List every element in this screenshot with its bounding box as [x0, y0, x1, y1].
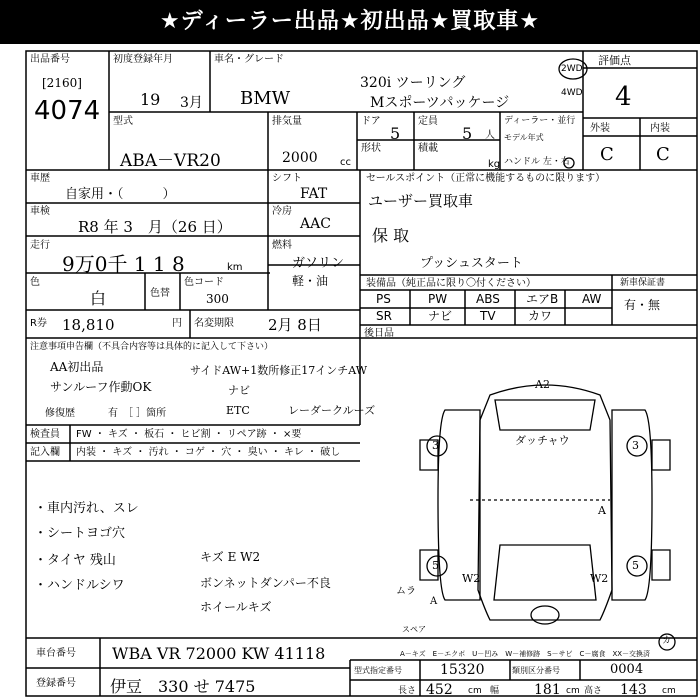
color-code-label: 色コード	[184, 277, 224, 288]
first-reg-label: 初度登録年月	[113, 54, 173, 65]
sales-point-label: セールスポイント（正常に機能するものに限ります）	[366, 173, 606, 184]
doors-value: 5	[390, 124, 401, 143]
remark-5: キズ E W2	[200, 550, 261, 564]
banner: ★ディーラー出品★初出品★買取車★	[0, 0, 700, 44]
remark-4: ・ハンドルシワ	[34, 578, 125, 593]
type-no-value: 15320	[440, 662, 485, 678]
usage-value: 自家用・（ ）	[65, 187, 176, 202]
recycle-label: R券	[30, 318, 47, 329]
inspection-label: 車検	[30, 206, 50, 217]
equip-navi: ナビ	[428, 309, 453, 323]
length-label: 長さ	[398, 686, 417, 696]
mark-front: ダッチャウ	[515, 434, 570, 447]
color-code-value: 300	[206, 292, 229, 306]
check-row-2: 内装 ・ キズ ・ 汚れ ・ コゲ ・ 穴 ・ 臭い ・ キレ ・ 破し	[76, 447, 341, 458]
color-replace-label: 色替	[150, 288, 170, 299]
shape-label: 形状	[361, 143, 381, 154]
remark-3: ・タイヤ 残山	[34, 553, 116, 568]
sales-line-1: ユーザー買取車	[368, 192, 474, 210]
equip-tv: TV	[480, 309, 496, 323]
fuel-label: 燃料	[272, 240, 292, 251]
equipment-label: 装備品（純正品に限り〇付ください）	[366, 278, 536, 289]
note-5: ETC	[226, 404, 250, 417]
handle-label: ハンドル 左・右	[504, 157, 570, 167]
note-1: AA初出品	[50, 360, 104, 374]
repair-label: 修復歴	[45, 408, 75, 419]
equip-aw: AW	[582, 292, 602, 306]
grade-line1: 320i ツーリング	[360, 75, 466, 91]
mark-5-right: 5	[632, 559, 639, 572]
reg-value: 伊豆 330 せ 7475	[110, 677, 256, 696]
new-warranty-label: 新車保証書	[620, 278, 666, 288]
mark-ka: カ	[662, 636, 672, 646]
reg-year: 19	[140, 90, 161, 109]
equip-leather: カワ	[528, 309, 553, 323]
mark-w2-right: W2	[590, 572, 609, 585]
inspector-label: 検査員	[30, 429, 60, 440]
chassis-value: WBA VR 72000 KW 41118	[112, 644, 326, 663]
score-value: 4	[615, 82, 632, 112]
equip-sr: SR	[376, 309, 392, 323]
load-label: 積載	[418, 143, 438, 154]
length-value: 452	[426, 682, 453, 698]
fuel-value-2: 軽・油	[292, 274, 329, 288]
mark-w2-left: W2	[462, 572, 481, 585]
note-6: レーダークルーズ	[288, 404, 376, 417]
note-3: サイドAW+1数所修正17インチAW	[190, 364, 368, 377]
repair-value: 有 ［ ］箇所	[108, 408, 167, 419]
mark-a-rear: A	[430, 596, 438, 607]
history-label: 車歴	[30, 173, 50, 184]
dealer-import-label: ディーラー・並行	[504, 116, 576, 126]
check-row-1: FW ・ キズ ・ 板石 ・ ヒビ割 ・ リペア跡 ・ ×要	[76, 429, 302, 440]
height-value: 143	[620, 682, 647, 698]
cc-unit: cc	[340, 157, 351, 168]
shift-value: FAT	[300, 186, 328, 202]
ext-label: 外装	[590, 123, 610, 134]
mark-5-left: 5	[432, 559, 439, 572]
mileage-value: 9万0千 1 1 8	[62, 252, 185, 276]
shift-label: シフト	[272, 173, 302, 184]
width-unit: cm	[566, 686, 580, 696]
displacement-value: 2000	[282, 150, 318, 166]
mark-mura: ムラ	[396, 586, 416, 597]
tax-limit-value: 2月 8日	[268, 316, 322, 334]
name-grade-label: 車名・グレード	[214, 54, 284, 65]
door-label: ドア	[361, 116, 381, 127]
yen-unit: 円	[172, 318, 182, 329]
model-label: 型式	[113, 116, 133, 127]
int-value: C	[656, 144, 670, 165]
reg-label: 登録番号	[36, 678, 76, 689]
lot-bracket: [2160]	[42, 76, 82, 90]
remark-1: ・車内汚れ、スレ	[34, 501, 139, 516]
capacity-value: 5	[462, 124, 473, 143]
height-label: 高さ	[584, 686, 603, 696]
chassis-label: 車台番号	[36, 648, 76, 659]
sales-line-3: プッシュスタート	[420, 256, 523, 271]
fuel-value: ガソリン	[292, 256, 345, 271]
entry-label: 記入欄	[30, 447, 60, 458]
type-no-label: 型式指定番号	[354, 666, 402, 675]
mark-3-left: 3	[432, 439, 439, 452]
model-year-label: モデル年式	[504, 133, 544, 142]
inspection-value: R8 年 3 月（26 日）	[78, 218, 232, 236]
reg-month: 3月	[180, 95, 203, 111]
equip-ps: PS	[376, 292, 391, 306]
color-value: 白	[90, 289, 107, 308]
length-unit: cm	[468, 686, 482, 696]
remark-2: ・シートヨゴ穴	[34, 526, 126, 541]
class-no-label: 類別区分番号	[512, 666, 560, 675]
2wd-label: 2WD	[561, 64, 583, 74]
grade-line2: Mスポーツパッケージ	[370, 95, 510, 111]
cooler-label: 冷房	[272, 206, 292, 217]
rear-label: 後日品	[364, 328, 394, 339]
ext-value: C	[600, 144, 614, 165]
tax-limit-label: 名変期限	[194, 318, 234, 329]
height-unit: cm	[662, 686, 676, 696]
equip-airbag: エアB	[526, 292, 559, 306]
damage-legend: A－キズ E－エクボ U－凹み W－補修跡 S－サビ C－腐食 XX－交換済	[400, 650, 651, 658]
capacity-label: 定員	[418, 116, 438, 127]
remark-7: ホイールキズ	[200, 600, 272, 614]
mark-a2: A2	[535, 378, 550, 391]
width-value: 181	[534, 682, 561, 698]
recycle-value: 18,810	[62, 316, 115, 334]
remark-6: ボンネットダンパー不良	[200, 576, 331, 590]
class-no-value: 0004	[610, 662, 644, 677]
model-value: ABA－VR20	[120, 151, 221, 171]
km-unit: km	[227, 262, 243, 273]
mark-spare: スペア	[402, 625, 426, 634]
make: BMW	[240, 88, 291, 109]
warranty-value: 有・無	[624, 298, 661, 312]
score-label: 評価点	[598, 54, 631, 67]
note-2: サンルーフ作動OK	[50, 380, 152, 394]
cooler-value: AAC	[300, 216, 331, 232]
displacement-label: 排気量	[272, 116, 302, 127]
color-label: 色	[30, 277, 40, 288]
width-label: 幅	[490, 686, 500, 696]
mark-3-right: 3	[632, 439, 639, 452]
mark-a: A	[598, 504, 606, 517]
lot-no-label: 出品番号	[30, 54, 70, 65]
lot-number: 4074	[34, 96, 101, 126]
4wd-label: 4WD	[561, 88, 583, 98]
mileage-label: 走行	[30, 240, 50, 251]
int-label: 内装	[650, 123, 670, 134]
equip-pw: PW	[428, 292, 448, 306]
kg-unit: kg	[488, 159, 501, 170]
person-unit: 人	[485, 130, 495, 141]
sales-line-2: 保 取	[372, 226, 410, 245]
notes-label: 注意事項申告欄（不具合内容等は具体的に記入して下さい）	[30, 342, 274, 352]
note-4: ナビ	[228, 384, 250, 397]
equip-abs: ABS	[476, 292, 500, 306]
